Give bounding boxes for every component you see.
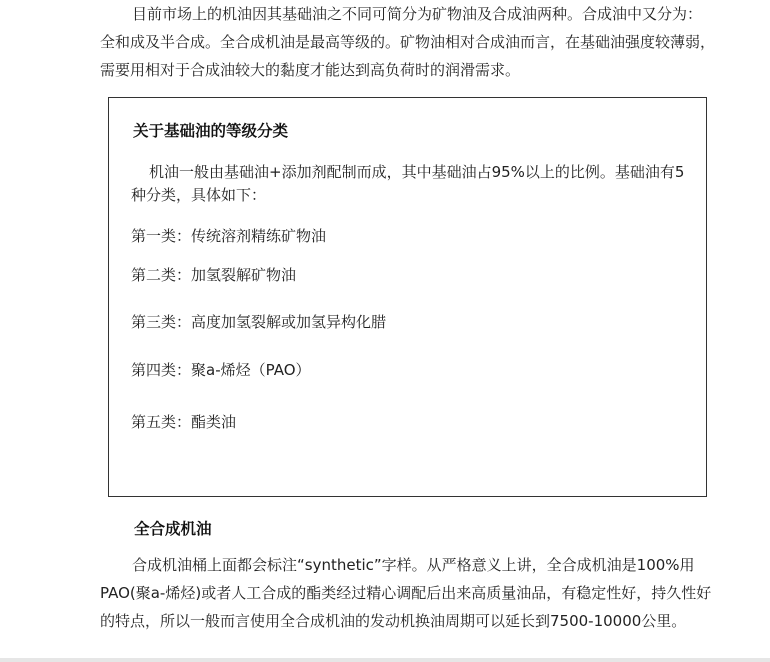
box-title: 关于基础油的等级分类: [133, 122, 289, 140]
intro-paragraph: 目前市场上的机油因其基础油之不同可简分为矿物油及合成油两种。合成油中又分为：全和成及半合成。全合成机油是最高等级的。矿物油相对合成油而言，在基础油强度较薄弱，需要用相对于合成油较大的黏度才能达到高负荷时的润滑需求。: [100, 5, 716, 79]
bottom-divider: [0, 658, 770, 662]
category-3: 第三类：高度加氢裂解或加氢异构化腊: [131, 313, 387, 331]
section-paragraph: 合成机油桶上面都会标注“synthetic”字样。从严格意义上讲，全合成机油是100%用PAO(聚a-烯烃)或者人工合成的酯类经过精心调配后出来高质量油品，有稳定性好，持久性好的特点，所以一般而言使用全合成机油的发动机换油周期可以延长到7500-10000公里。: [100, 556, 712, 630]
category-4: 第四类：聚a-烯烃（PAO）: [131, 361, 311, 379]
category-2: 第二类：加氢裂解矿物油: [131, 266, 297, 284]
section-title: 全合成机油: [134, 520, 212, 538]
category-1: 第一类：传统溶剂精练矿物油: [131, 227, 327, 245]
box-paragraph: 机油一般由基础油+添加剂配制而成，其中基础油占95%以上的比例。基础油有5种分类，具体如下：: [131, 163, 685, 204]
info-box: [108, 97, 707, 497]
category-5: 第五类：酯类油: [131, 413, 237, 431]
